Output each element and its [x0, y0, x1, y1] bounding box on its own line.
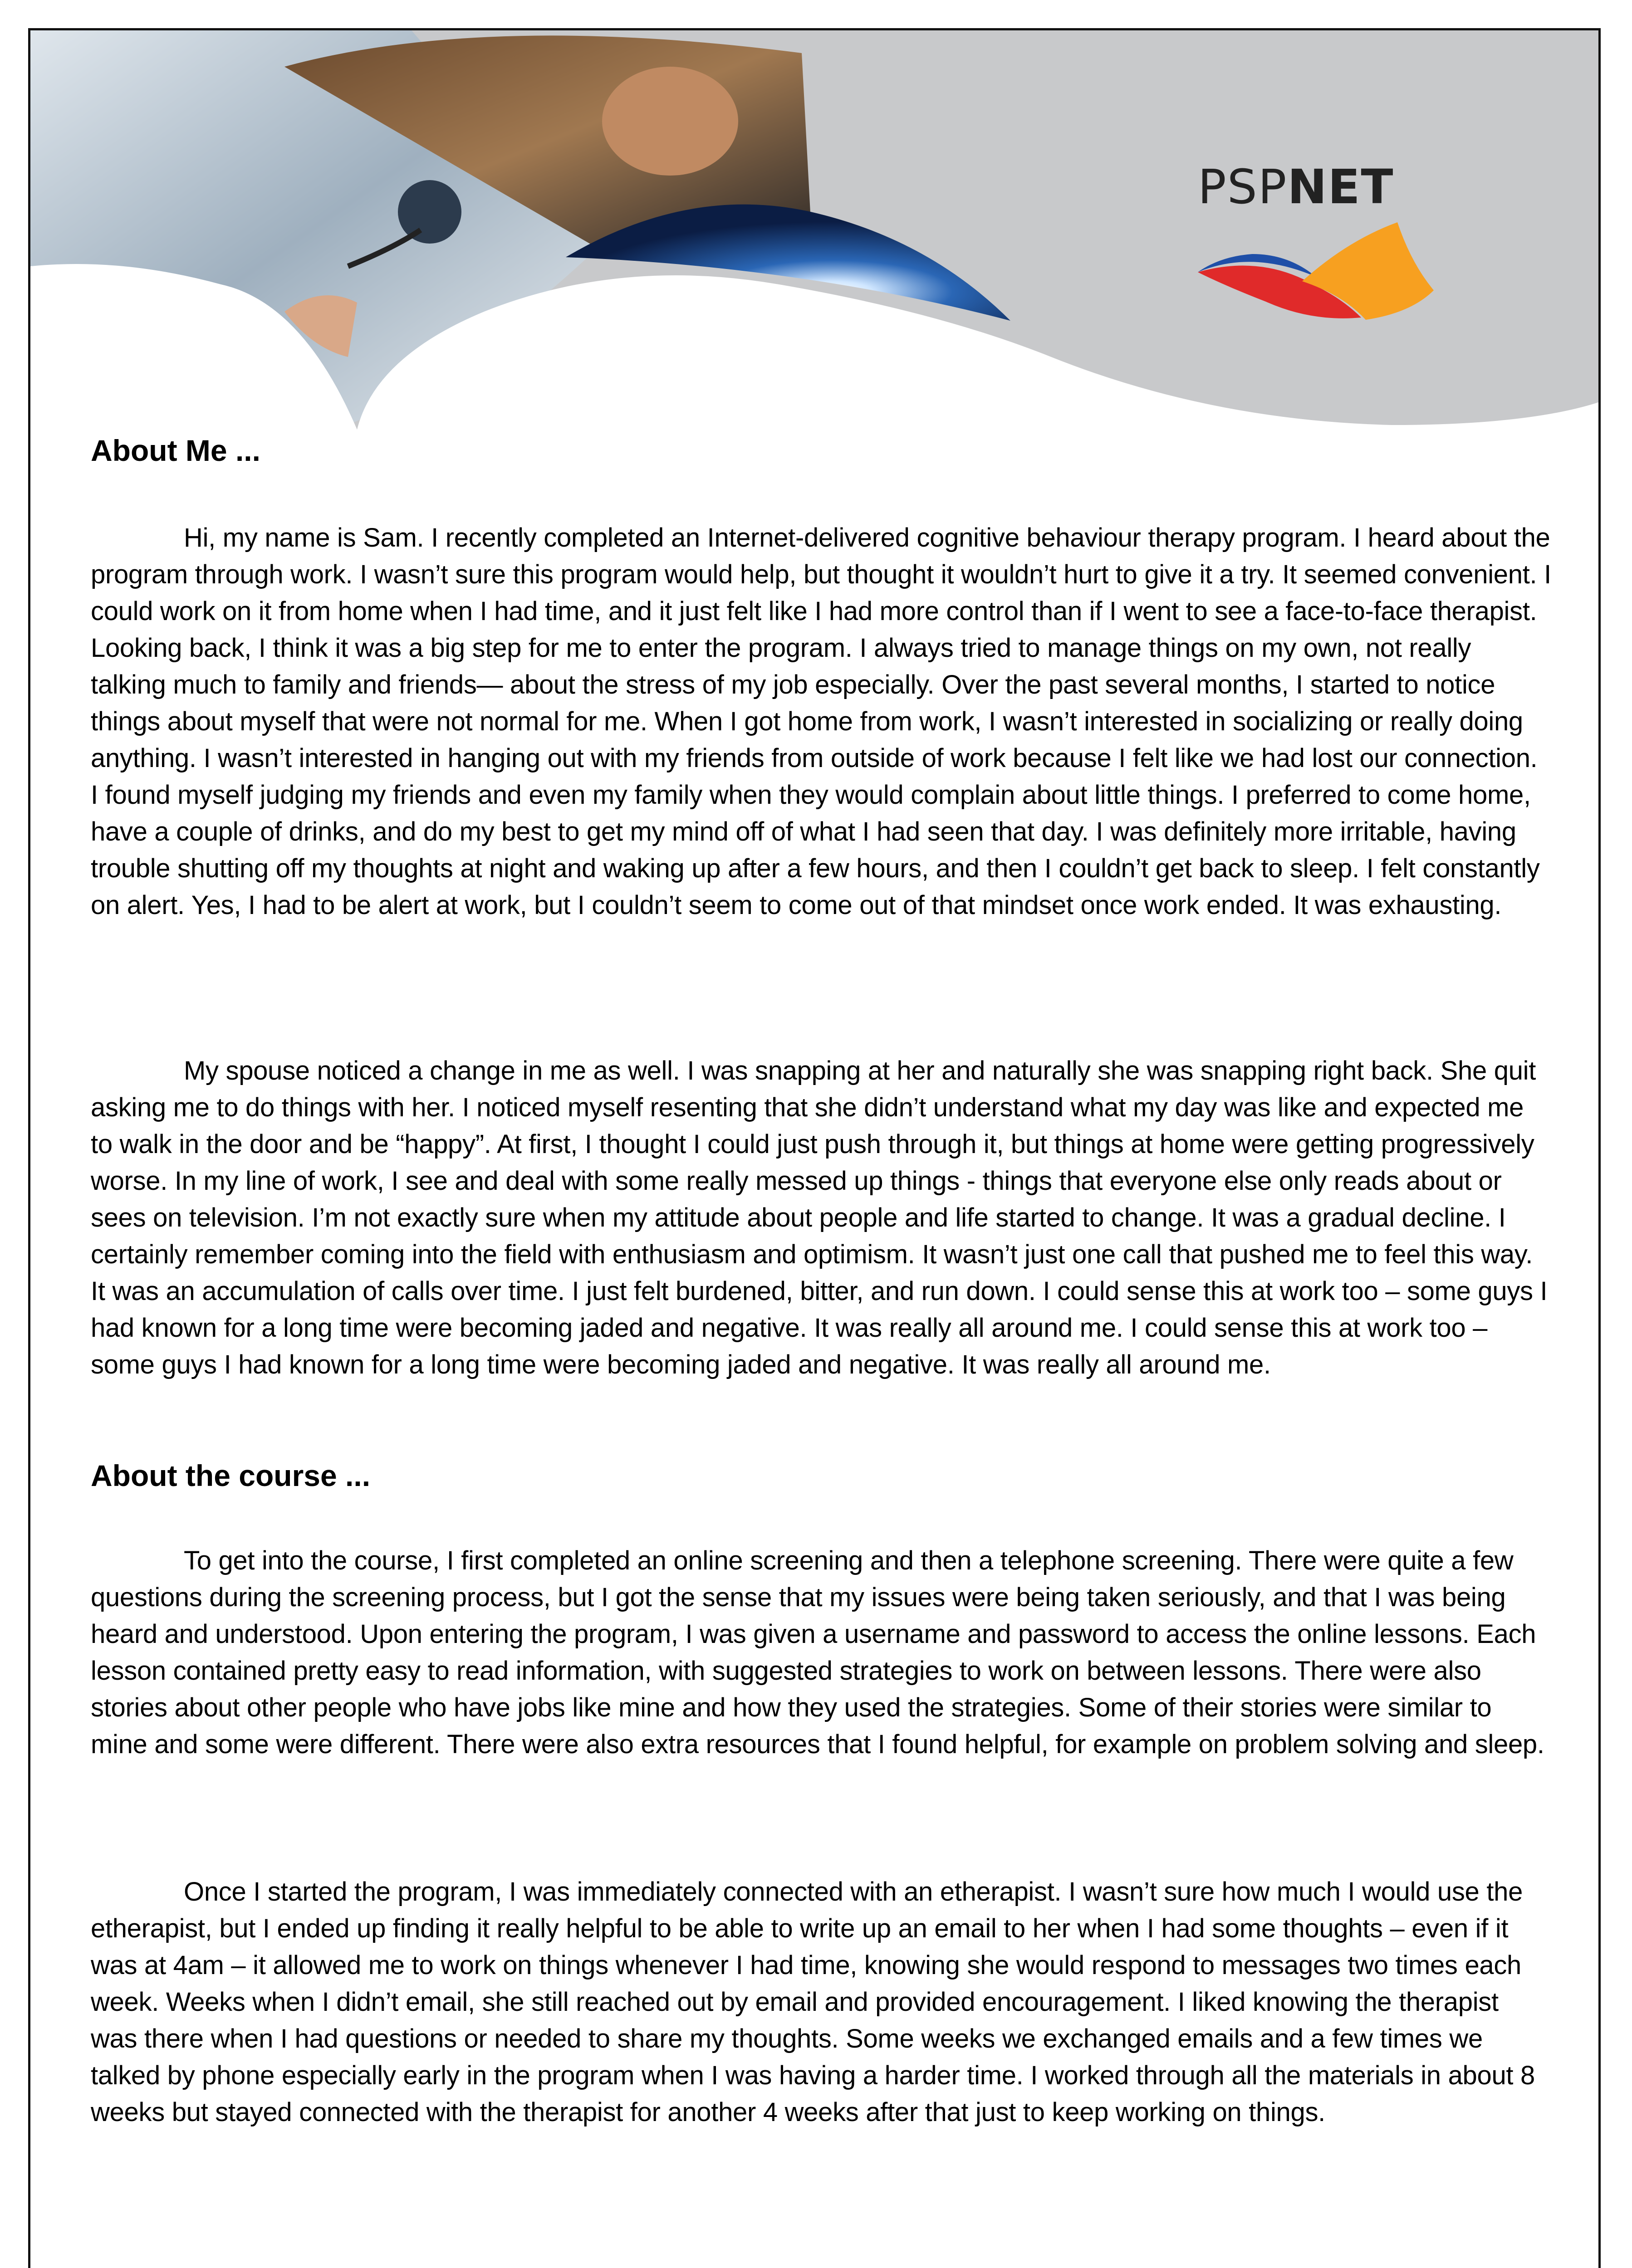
about-course-paragraph-1: To get into the course, I first completed an online screening and then a telephone screening. There were quite a few questions during the screening process, but I got the sense that my issues were being taken seriously, and that I was being heard and understood. Upon entering the program, I was given a username and password to access the online lessons. Each lesson contained pretty easy to read information, with suggested strategies to work on between lessons. There were also stories about other people who have jobs like mine and how they used the strategies. Some of their stories were similar to mine and some were different. There were also extra resources that I found helpful, for example on problem solving and sleep. — [91, 1546, 1544, 1759]
logo-wordmark — [1198, 159, 1443, 215]
about-me-paragraph-2: My spouse noticed a change in me as well. I was snapping at her and naturally she was snapping right back. She quit asking me to do things with her. I noticed myself resenting that she didn’t understand what my day was like and expected me to walk in the door and be “happy”. At first, I thought I could just push through it, but things at home were getting progressively worse. In my line of work, I see and deal with some really messed up things - things that everyone else only reads about or sees on television. I’m not exactly sure when my attitude about people and life started to change. It was a gradual decline. I certainly remember coming into the field with enthusiasm and optimism. It wasn’t just one call that pushed me to feel this way. It was an accumulation of calls over time. I just felt burdened, bitter, and run down. I could sense this at work too – some guys I had known for a long time were becoming jaded and negative. It was really all around me. I could sense this at work too – some guys I had known for a long time were becoming jaded and negative. It was really all around me. — [91, 1056, 1548, 1379]
logo-text-psp: PSP — [1198, 159, 1288, 215]
logo-mark-icon — [1198, 222, 1443, 327]
logo-text-net: NET — [1287, 159, 1394, 215]
face-shape — [602, 67, 738, 176]
about-me-paragraph-1: Hi, my name is Sam. I recently completed an Internet-delivered cognitive behaviour therapy program. I heard about the program through work. I wasn’t sure this program would help, but thought it wouldn’t hurt to give it a try. It seemed convenient. I could work on it from home when I had time, and it just felt like I had more control than if I went to see a face-to-face therapist. Looking back, I think it was a big step for me to enter the program. I always tried to manage things on my own, not really talking much to family and friends— about the stress of my job especially. Over the past several months, I started to notice things about myself that were not normal for me. When I got home from work, I wasn’t interested in socializing or really doing anything. I wasn’t interested in hanging out with my friends from outside of work because I felt like we had lost our connection. I found myself judging my friends and even my family when they would complain about little things. I preferred to come home, have a couple of drinks, and do my best to get my mind off of what I had seen that day. I was definitely more irritable, having trouble shutting off my thoughts at night and waking up after a few hours, and then I couldn’t get back to sleep. I felt constantly on alert. Yes, I had to be alert at work, but I couldn’t seem to come out of that mindset once work ended. It was exhausting. — [91, 523, 1551, 920]
section-heading-about-course: About the course ... — [91, 1459, 371, 1492]
headset-earpiece — [398, 180, 461, 244]
section-heading-about-me: About Me ... — [91, 434, 260, 467]
about-course-paragraph-2: Once I started the program, I was immediately connected with an etherapist. I wasn’t sure how much I would use the etherapist, but I ended up finding it really helpful to be able to write up an email to her when I had some thoughts – even if it was at 4am – it allowed me to work on things whenever I had time, knowing she would respond to messages two times each week. Weeks when I didn’t email, she still reached out by email and provided encouragement. I liked knowing the therapist was there when I had questions or needed to share my thoughts. Some weeks we exchanged emails and a few times we talked by phone especially early in the program when I was having a harder time. I worked through all the materials in about 8 weeks but stayed connected with the therapist for another 4 weeks after that just to keep working on things. — [91, 1877, 1535, 2127]
pspnet-logo — [1198, 159, 1443, 327]
